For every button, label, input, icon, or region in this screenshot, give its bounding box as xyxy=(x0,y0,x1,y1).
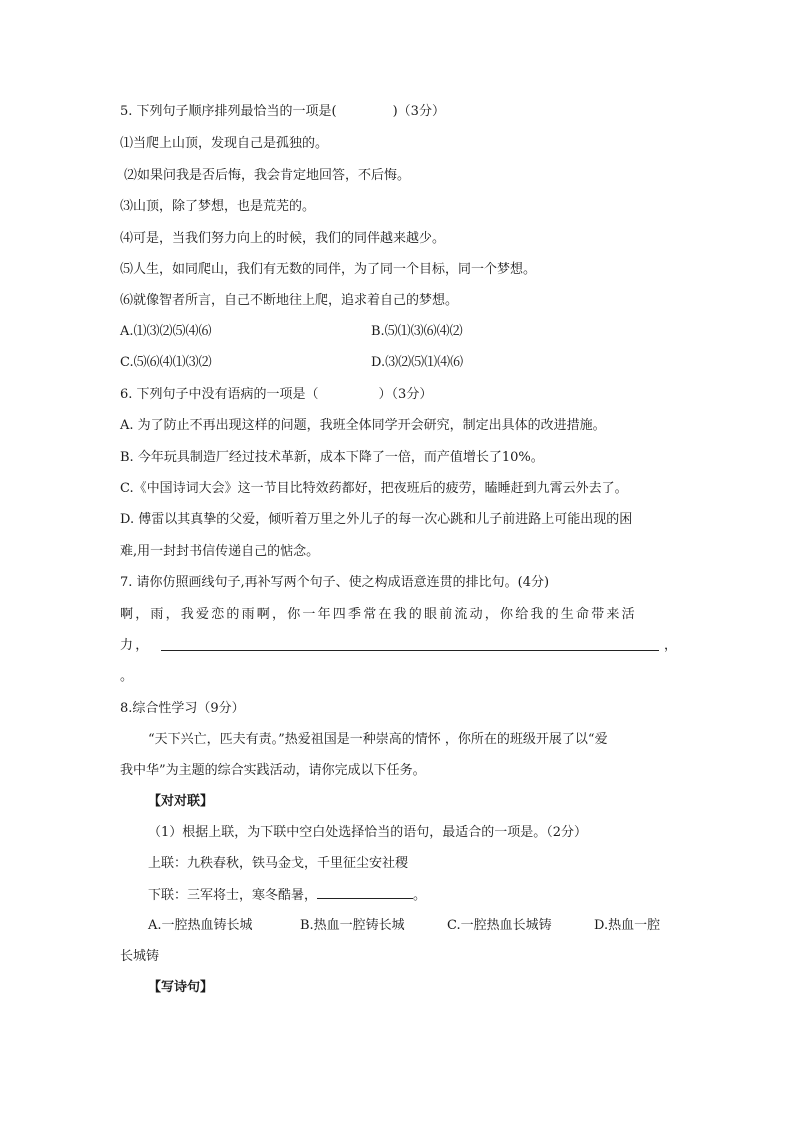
q8-option-d-part2: 长城铸 xyxy=(120,949,160,964)
q7-passage-line2-end: ， xyxy=(664,638,678,653)
q6-stem xyxy=(120,386,432,404)
q5-sentence-5: ⑸人生，如同爬山，我们有无数的同伴，为了同一个目标，同一个梦想。 xyxy=(120,262,537,277)
q5-stem xyxy=(120,103,445,121)
q8-lower-couplet-end: 。 xyxy=(413,888,427,903)
q8-lower-couplet xyxy=(148,886,426,905)
q5-score: )（3分） xyxy=(392,104,445,119)
q5-sentence-4: ⑷可是，当我们努力向上的时候，我们的同伴越来越少。 xyxy=(120,231,446,246)
q5-sentence-3: ⑶山顶，除了梦想，也是荒芜的。 xyxy=(120,199,316,214)
q5-sentence-6: ⑹就像智者所言，自己不断地往上爬，追求着自己的梦想。 xyxy=(120,293,459,308)
q8-section-poetry: 【写诗句】 xyxy=(148,980,214,995)
q5-sentence-1: ⑴当爬上山顶，发现自己是孤独的。 xyxy=(120,136,329,151)
q6-stem-text: 6. 下列句子中没有语病的一项是（ xyxy=(120,387,319,402)
q5-option-c: C.⑸⑹⑷⑴⑶⑵ xyxy=(120,355,212,370)
q5-option-a: A.⑴⑶⑵⑸⑷⑹ xyxy=(120,324,212,339)
q8-section-couplet: 【对对联】 xyxy=(148,794,214,809)
q8-option-c: C.一腔热血长城铸 xyxy=(447,918,552,933)
q5-stem-text: 5. 下列句子顺序排列最恰当的一项是( xyxy=(120,104,337,119)
q8-option-b: B.热血一腔铸长城 xyxy=(300,918,405,933)
q7-passage-line2-start: 力， xyxy=(120,638,151,653)
q7-answer-line[interactable] xyxy=(161,650,659,651)
q7-passage-line1: 啊，雨，我爱恋的雨啊，你一年四季常在我的眼前流动，你给我的生命带来活 xyxy=(120,607,637,622)
q8-subquestion-1: （1）根据上联，为下联中空白处选择恰当的语句，最适合的一项是。（2分） xyxy=(148,825,588,840)
q8-intro-line2: 我中华”为主题的综合实践活动，请你完成以下任务。 xyxy=(120,763,426,778)
q6-option-d-line1: D. 傅雷以其真挚的父爱，倾听着万里之外儿子的每一次心跳和儿子前进路上可能出现的困 xyxy=(120,512,633,527)
q8-upper-couplet: 上联：九秩春秋，铁马金戈，千里征尘安社稷 xyxy=(148,856,409,871)
q6-option-b: B. 今年玩具制造厂经过技术革新，成本下降了一倍，而产值增长了10%。 xyxy=(120,450,544,465)
q6-option-d-line2: 难,用一封封书信传递自己的惦念。 xyxy=(120,544,320,559)
q5-sentence-2: ⑵如果问我是否后悔，我会肯定地回答，不后悔。 xyxy=(124,168,411,183)
q8-intro-line1: “天下兴亡，匹夫有责。”热爱祖国是一种崇高的情怀 ，你所在的班级开展了以“爱 xyxy=(148,732,608,747)
q8-title: 8.综合性学习（9分） xyxy=(120,701,245,716)
q5-option-b: B.⑸⑴⑶⑹⑷⑵ xyxy=(371,324,463,339)
q8-option-d-part1: D.热血一腔 xyxy=(594,918,661,933)
q6-score: ）（3分） xyxy=(378,387,433,402)
q6-option-c: C.《中国诗词大会》这一节目比特效药都好，把夜班后的疲劳，瞌睡赶到九霄云外去了。 xyxy=(120,481,628,496)
q6-option-a: A. 为了防止不再出现这样的问题，我班全体同学开会研究，制定出具体的改进措施。 xyxy=(120,418,606,433)
q7-passage-line3: 。 xyxy=(120,669,134,684)
q8-option-a: A.一腔热血铸长城 xyxy=(148,918,253,933)
q7-stem: 7. 请你仿照画线句子,再补写两个句子、使之构成语意连贯的排比句。(4分) xyxy=(120,575,550,590)
q8-lower-couplet-text: 下联：三军将士，寒冬酷暑， xyxy=(148,888,318,903)
q5-option-d: D.⑶⑵⑸⑴⑷⑹ xyxy=(371,355,464,370)
q8-lower-couplet-blank[interactable] xyxy=(317,886,413,899)
